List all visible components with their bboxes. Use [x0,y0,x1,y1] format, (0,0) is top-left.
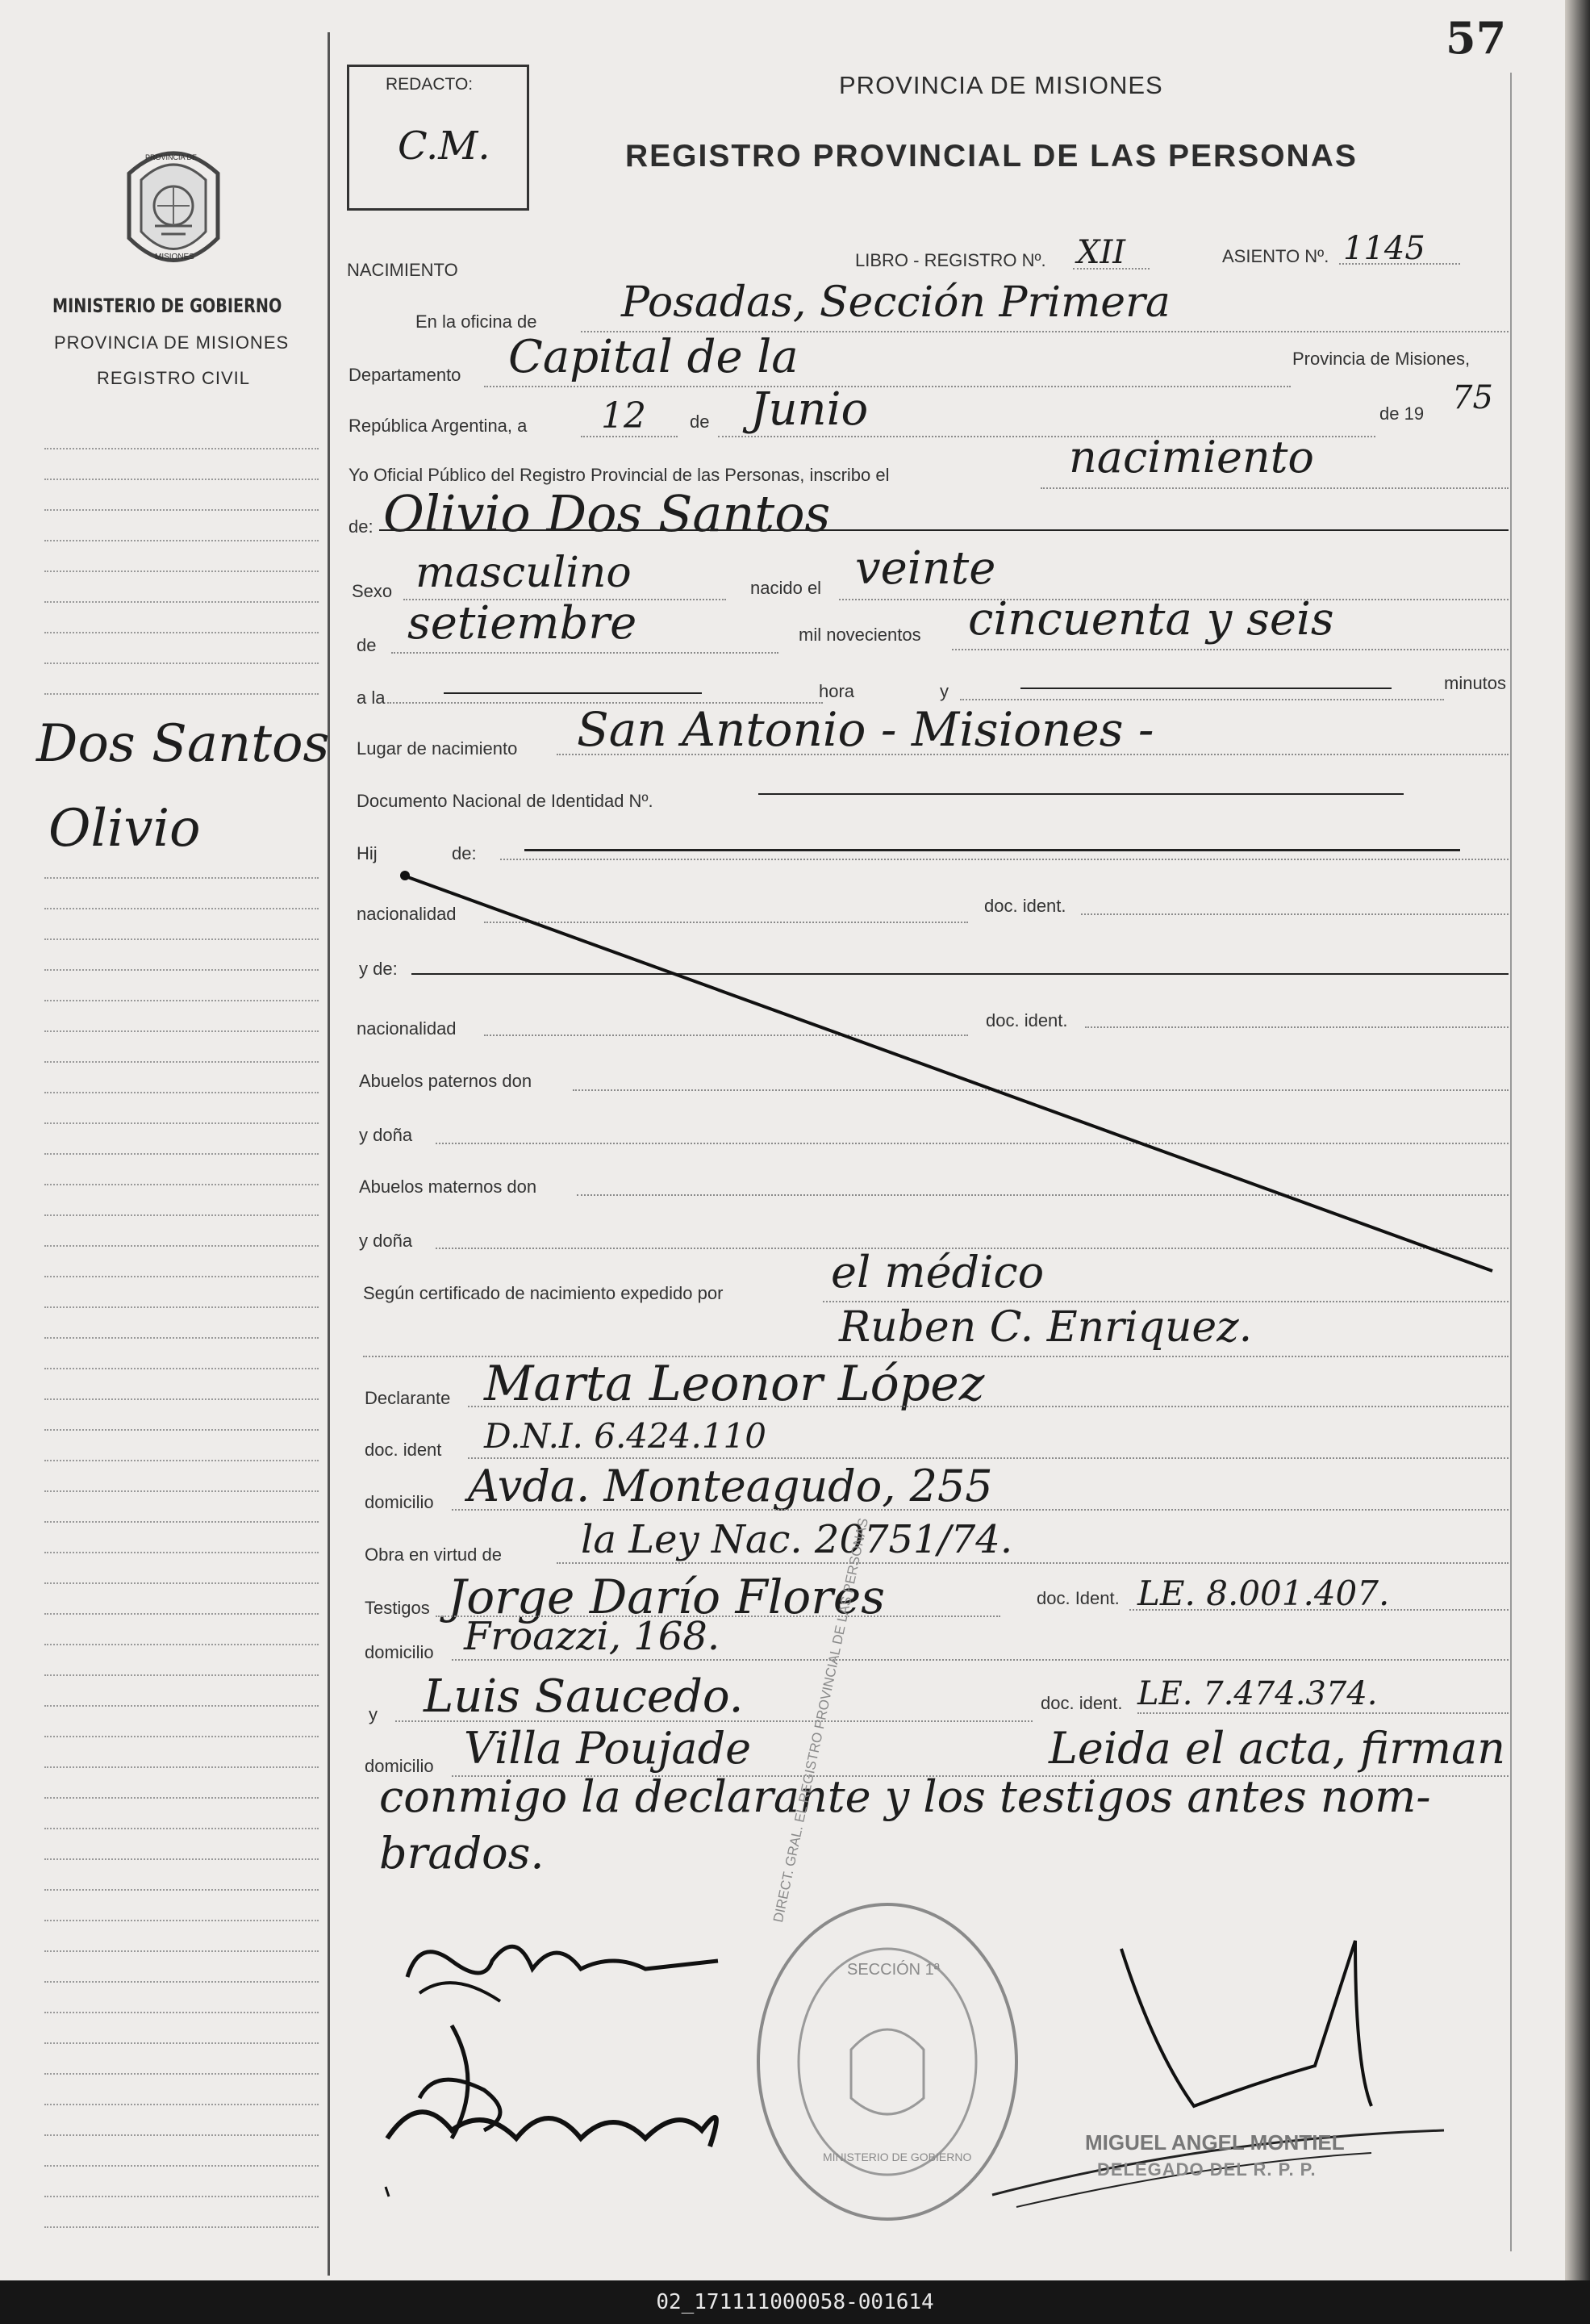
redacto-label: REDACTO: [386,75,474,94]
page-edge [1565,0,1590,2280]
ministry-line1: MINISTERIO DE GOBIERNO [52,295,282,317]
doc-ident3-label: doc. ident [365,1440,442,1460]
sexo-label: Sexo [352,581,393,601]
sexo-value: masculino [415,549,632,597]
margin-note-name: Olivio [48,799,201,859]
redacto-value: C.M. [398,123,490,169]
lugar-label: Lugar de nacimiento [357,738,518,759]
margin-note-surname: Dos Santos [36,714,330,774]
y-label: y [940,681,949,701]
domicilio3-label: domicilio [365,1756,434,1776]
certificado-value-2: Ruben C. Enriquez. [839,1303,1253,1352]
declarante-label: Declarante [365,1388,451,1408]
asiento-label: ASIENTO Nº. [1222,246,1329,266]
closing-line2: conmigo la declarante y los testigos antes nom- [379,1771,1431,1822]
nacido-label: nacido el [750,578,822,598]
stamp-ring-text: DIRECT. GRAL. EL REGISTRO PROVINCIAL DE LAS PERSONAS [770,1516,871,1924]
closing-line1: Leida el acta, firman [1049,1723,1506,1774]
official-role: DELEGADO DEL R. P. P. [1097,2159,1317,2180]
nombre-value: Olivio Dos Santos [383,484,831,543]
declarante-value: Marta Leonor López [484,1356,985,1412]
stamp-bottom-text: MINISTERIO DE GOBIERNO [823,2151,972,2163]
hora-label: hora [819,681,855,701]
hijo-label: Hij [357,843,378,863]
docident2-label: doc. ident. [986,1010,1068,1030]
oficina-value: Posadas, Sección Primera [621,278,1171,327]
testigo2-value: Luis Saucedo. [424,1670,744,1723]
lugar-value: San Antonio - Misiones - [577,702,1154,757]
yo-oficial-label: Yo Oficial Público del Registro Provincial de las Personas, inscribo el [348,465,890,485]
y-dona1-label: y doña [359,1125,413,1145]
testigo2-doc-value: LE. 7.474.374. [1137,1675,1378,1712]
mes-value: Junio [750,383,869,436]
testigo1-value: Jorge Darío Flores [448,1570,886,1624]
document-id-footer: 02_171111000058-001614 [0,2280,1590,2324]
declarante-doc-value: D.N.I. 6.424.110 [484,1416,766,1456]
a-la-label: a la [357,688,386,708]
y-dona2-label: y doña [359,1231,413,1251]
dia-value: 12 [601,395,646,437]
departamento-value: Capital de la [508,331,799,383]
oficina-label: En la oficina de [415,311,537,332]
testigo2-dom-value: Villa Poujade [464,1723,752,1774]
nacido-dia-value: veinte [855,542,996,595]
ministry-line3: REGISTRO CIVIL [97,368,251,388]
testigos-label: Testigos [365,1598,430,1618]
inscribo-value: nacimiento [1069,432,1314,483]
asiento-value: 1145 [1343,230,1425,267]
y2-label: y [369,1704,378,1724]
certificado-label: Según certificado de nacimiento expedido por [363,1283,724,1303]
nacido-anio-value: cincuenta y seis [968,593,1334,646]
anio-value: 75 [1452,379,1493,416]
provincia-label: Provincia de Misiones, [1292,349,1471,369]
abuelos-maternos-label: Abuelos maternos don [359,1177,537,1197]
anio-label: de 19 [1379,403,1425,424]
header-title: REGISTRO PROVINCIAL DE LAS PERSONAS [625,139,1358,173]
republica-label: República Argentina, a [348,416,528,436]
abuelos-paternos-label: Abuelos paternos don [359,1071,532,1091]
obra-label: Obra en virtud de [365,1544,502,1565]
domicilio2-label: domicilio [365,1642,434,1662]
testigo1-doc-value: LE. 8.001.407. [1137,1574,1390,1613]
nacido-mes-value: setiembre [407,597,637,650]
departamento-label: Departamento [348,365,461,385]
minutos-label: minutos [1444,673,1507,693]
declarante-dom-value: Avda. Monteagudo, 255 [468,1461,993,1511]
libro-label: LIBRO - REGISTRO Nº. [855,250,1046,270]
testigo1-dom-value: Froazzi, 168. [464,1614,720,1659]
nacionalidad2-label: nacionalidad [357,1018,457,1039]
seal-text-bottom: MISIONES [155,253,194,261]
docident5-label: doc. ident. [1041,1693,1123,1713]
docident4-label: doc. Ident. [1037,1588,1120,1608]
de-label: de [690,412,710,432]
de-mes-label: de [357,635,377,655]
obra-value: la Ley Nac. 20751/74. [581,1517,1013,1562]
certificado-value-1: el médico [831,1247,1045,1298]
nacionalidad-label: nacionalidad [357,904,457,924]
act-type-label: NACIMIENTO [347,260,458,280]
docident-label: doc. ident. [984,896,1066,916]
seal-text-top: PROVINCIA DE [145,153,198,161]
hijo-de-label: de: [452,843,477,863]
libro-value: XII [1077,234,1126,271]
y-de-label: y de: [359,959,398,979]
official-name: MIGUEL ANGEL MONTIEL [1085,2130,1345,2155]
closing-line3: brados. [379,1828,545,1879]
folio-number: 57 [1446,12,1507,64]
dni-label: Documento Nacional de Identidad Nº. [357,791,653,811]
ministry-line2: PROVINCIA DE MISIONES [54,332,290,353]
de-nombre-label: de: [348,516,374,537]
mil-novecientos-label: mil novecientos [799,625,921,645]
domicilio-label: domicilio [365,1492,434,1512]
header-province: PROVINCIA DE MISIONES [839,71,1163,99]
stamp-inner-text: SECCIÓN 1ª [847,1961,941,1979]
